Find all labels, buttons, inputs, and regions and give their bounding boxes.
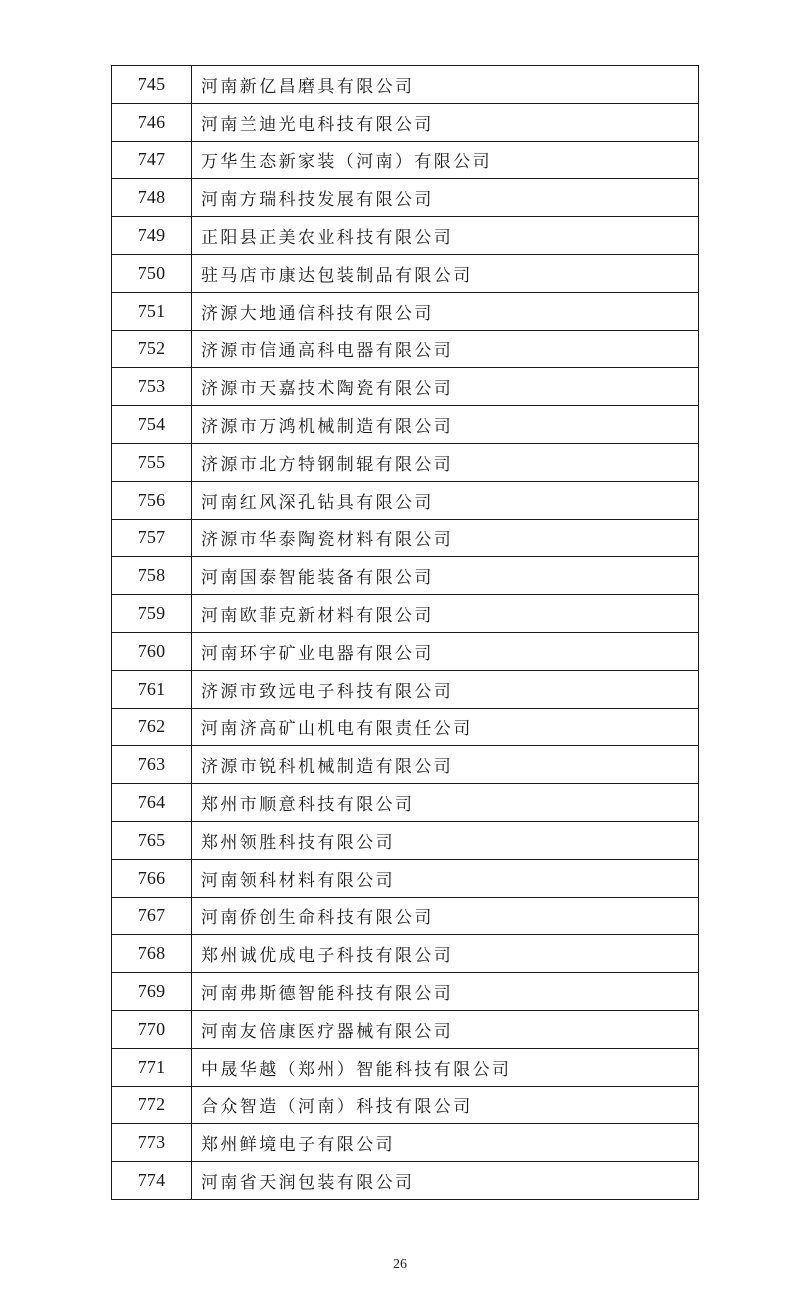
- table-row: [112, 897, 699, 935]
- table-row: [112, 973, 699, 1011]
- company-name: 万华生态新家装（河南）有限公司: [192, 141, 699, 179]
- table-row: [112, 481, 699, 519]
- row-number: 749: [112, 217, 192, 255]
- row-number: 769: [112, 973, 192, 1011]
- company-name: 河南弗斯德智能科技有限公司: [192, 973, 699, 1011]
- company-name: 济源市锐科机械制造有限公司: [192, 746, 699, 784]
- row-number: 774: [112, 1162, 192, 1200]
- row-number: 761: [112, 670, 192, 708]
- row-number: 764: [112, 784, 192, 822]
- company-list-table: [111, 65, 699, 1200]
- row-number: 748: [112, 179, 192, 217]
- table-row: [112, 217, 699, 255]
- row-number: 753: [112, 368, 192, 406]
- table-row: [112, 746, 699, 784]
- table-row: [112, 821, 699, 859]
- company-name: 郑州市顺意科技有限公司: [192, 784, 699, 822]
- row-number: 762: [112, 708, 192, 746]
- company-name: 河南方瑞科技发展有限公司: [192, 179, 699, 217]
- table-row: [112, 66, 699, 104]
- table-row: [112, 1048, 699, 1086]
- company-name: 河南红风深孔钻具有限公司: [192, 481, 699, 519]
- table-row: [112, 708, 699, 746]
- table-row: [112, 254, 699, 292]
- company-name: 河南国泰智能装备有限公司: [192, 557, 699, 595]
- company-name: 河南济高矿山机电有限责任公司: [192, 708, 699, 746]
- row-number: 772: [112, 1086, 192, 1124]
- row-number: 745: [112, 66, 192, 104]
- row-number: 768: [112, 935, 192, 973]
- row-number: 746: [112, 103, 192, 141]
- row-number: 755: [112, 443, 192, 481]
- row-number: 771: [112, 1048, 192, 1086]
- table-row: [112, 406, 699, 444]
- table-row: [112, 443, 699, 481]
- row-number: 765: [112, 821, 192, 859]
- row-number: 767: [112, 897, 192, 935]
- company-list-body: [112, 66, 699, 1200]
- table-row: [112, 859, 699, 897]
- table-row: [112, 1124, 699, 1162]
- company-name: 河南兰迪光电科技有限公司: [192, 103, 699, 141]
- company-name: 河南新亿昌磨具有限公司: [192, 66, 699, 104]
- company-name: 郑州鲜境电子有限公司: [192, 1124, 699, 1162]
- company-name: 济源大地通信科技有限公司: [192, 292, 699, 330]
- table-row: [112, 368, 699, 406]
- table-row: [112, 103, 699, 141]
- table-row: [112, 292, 699, 330]
- row-number: 773: [112, 1124, 192, 1162]
- table-row: [112, 784, 699, 822]
- row-number: 763: [112, 746, 192, 784]
- table-row: [112, 595, 699, 633]
- row-number: 751: [112, 292, 192, 330]
- page-number: 26: [393, 1257, 407, 1272]
- row-number: 750: [112, 254, 192, 292]
- company-name: 正阳县正美农业科技有限公司: [192, 217, 699, 255]
- company-name: 济源市万鸿机械制造有限公司: [192, 406, 699, 444]
- company-name: 驻马店市康达包装制品有限公司: [192, 254, 699, 292]
- company-name: 郑州诚优成电子科技有限公司: [192, 935, 699, 973]
- table-row: [112, 557, 699, 595]
- table-row: [112, 330, 699, 368]
- row-number: 752: [112, 330, 192, 368]
- row-number: 754: [112, 406, 192, 444]
- row-number: 760: [112, 632, 192, 670]
- table-row: [112, 519, 699, 557]
- table-row: [112, 179, 699, 217]
- company-name: 合众智造（河南）科技有限公司: [192, 1086, 699, 1124]
- company-name: 河南环宇矿业电器有限公司: [192, 632, 699, 670]
- row-number: 756: [112, 481, 192, 519]
- table-row: [112, 935, 699, 973]
- table-row: [112, 1010, 699, 1048]
- table-row: [112, 141, 699, 179]
- company-name: 河南欧菲克新材料有限公司: [192, 595, 699, 633]
- table-row: [112, 670, 699, 708]
- company-name: 济源市信通高科电器有限公司: [192, 330, 699, 368]
- table-row: [112, 1162, 699, 1200]
- row-number: 770: [112, 1010, 192, 1048]
- row-number: 759: [112, 595, 192, 633]
- company-name: 济源市天嘉技术陶瓷有限公司: [192, 368, 699, 406]
- company-name: 河南侨创生命科技有限公司: [192, 897, 699, 935]
- company-name: 河南友倍康医疗器械有限公司: [192, 1010, 699, 1048]
- company-name: 河南领科材料有限公司: [192, 859, 699, 897]
- company-name: 济源市华泰陶瓷材料有限公司: [192, 519, 699, 557]
- company-name: 郑州领胜科技有限公司: [192, 821, 699, 859]
- table-row: [112, 1086, 699, 1124]
- row-number: 766: [112, 859, 192, 897]
- company-name: 济源市北方特钢制辊有限公司: [192, 443, 699, 481]
- table-row: [112, 632, 699, 670]
- row-number: 757: [112, 519, 192, 557]
- company-name: 济源市致远电子科技有限公司: [192, 670, 699, 708]
- company-name: 河南省天润包装有限公司: [192, 1162, 699, 1200]
- row-number: 747: [112, 141, 192, 179]
- company-name: 中晟华越（郑州）智能科技有限公司: [192, 1048, 699, 1086]
- row-number: 758: [112, 557, 192, 595]
